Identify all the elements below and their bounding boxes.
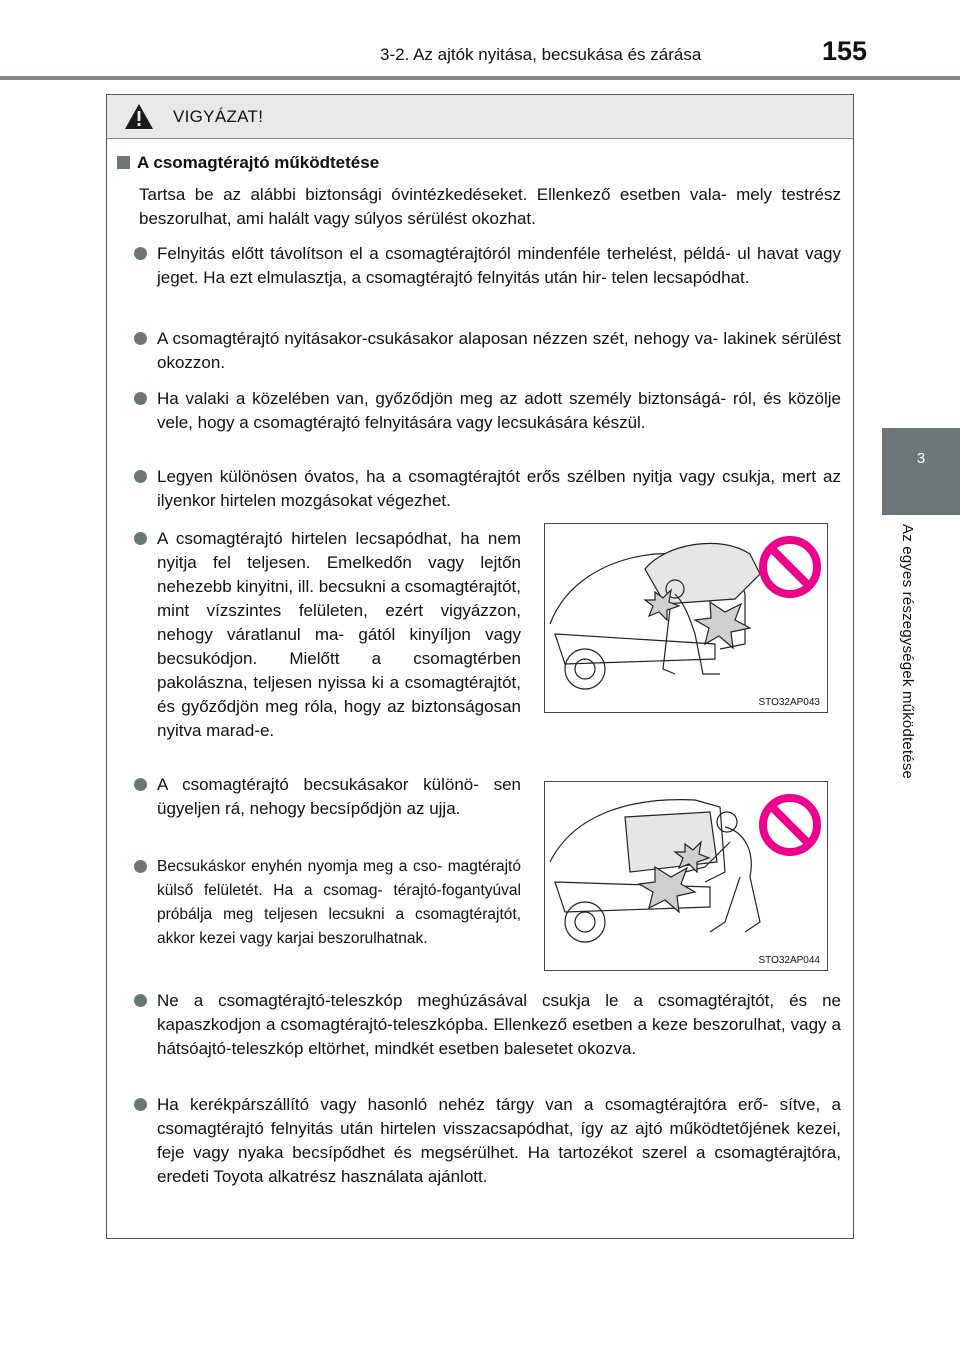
- caution-title: VIGYÁZAT!: [173, 107, 264, 126]
- figure-tailgate-closing: [544, 781, 828, 971]
- prohibited-icon: [757, 534, 823, 600]
- warning-triangle-icon: [124, 103, 154, 130]
- bullet-icon: [134, 778, 147, 791]
- chapter-number: 3: [916, 450, 926, 467]
- chapter-side-label: [899, 524, 939, 864]
- header-rule: [0, 76, 960, 80]
- bullet-text: A csomagtérajtó hirtelen lecsapódhat, ha nem nyitja fel teljesen. Emelkedőn vagy lejtőn nehezebb kinyitni, ill. becsukni a csomagtérajtót, mint vízszintes felületen, ezért vigyázzon, nehogy váratlanul ma- gától kinyíljon vagy becsukódjon. Mielőtt a csomagtérben pakolászna, teljesen nyissa ki a csomagtérajtót, és győződjön meg róla, hogy az biztonságosan nyitva marad-e.: [157, 529, 521, 740]
- intro-paragraph: Tartsa be az alábbi biztonsági óvintézkedéseket. Ellenkező esetben vala- mely testrész beszorulhat, ami halált vagy súlyos sérülést okozhat.: [139, 185, 841, 228]
- list-item: [133, 242, 841, 290]
- list-item: [133, 465, 841, 513]
- bullet-icon: [134, 860, 147, 873]
- list-item: [133, 387, 841, 435]
- chapter-title: Az egyes részegységek működtetése: [899, 524, 916, 780]
- caution-box: [106, 94, 854, 1239]
- bullet-text: Legyen különösen óvatos, ha a csomagtérajtót erős szélben nyitja vagy csukja, mert az ilyenkor hirtelen mozgásokat végezhet.: [157, 467, 841, 510]
- figure-tailgate-slope: [544, 523, 828, 713]
- bullet-icon: [134, 332, 147, 345]
- chapter-tab: [882, 428, 960, 515]
- bullet-icon: [134, 1098, 147, 1111]
- section-title: A csomagtérajtó működtetése: [137, 153, 380, 172]
- list-item: [133, 773, 521, 821]
- bullet-icon: [134, 994, 147, 1007]
- list-item: [133, 327, 841, 375]
- bullet-icon: [134, 247, 147, 260]
- caution-header: [107, 95, 853, 139]
- bullet-text: A csomagtérajtó nyitásakor-csukásakor alaposan nézzen szét, nehogy va- lakinek sérülést okozzon.: [157, 329, 841, 372]
- bullet-text: Felnyitás előtt távolítson el a csomagtérajtóról mindenféle terhelést, példá- ul havat vagy jeget. Ha ezt elmulasztja, a csomagtérajtó felnyitás után hir- telen lecsapódhat.: [157, 244, 841, 287]
- square-bullet-icon: [117, 156, 130, 169]
- list-item: [133, 527, 521, 743]
- header-title: 3-2. Az ajtók nyitása, becsukása és zárása: [380, 45, 702, 64]
- list-item: [133, 1093, 841, 1189]
- list-item: [133, 989, 841, 1061]
- figure-code: STO32AP044: [758, 955, 820, 966]
- page-number: 155: [822, 36, 868, 66]
- bullet-text: Ha valaki a közelében van, győződjön meg az adott személy biztonságá- ról, és közölje vele, hogy a csomagtérajtó felnyitására vagy lecsukására készül.: [157, 389, 841, 432]
- bullet-text: Ha kerékpárszállító vagy hasonló nehéz tárgy van a csomagtérajtóra erő- sítve, a csomagtérajtó felnyitás után hirtelen visszacsapódhat, így az ajtó működtetőjének kezei, feje vagy nyaka becsípődhet és megsérülhet. Ha tartozékot szerel a csomagtérajtóra, eredeti Toyota alkatrész használata ajánlott.: [157, 1095, 841, 1186]
- bullet-text: Becsukáskor enyhén nyomja meg a cso- magtérajtó külső felületét. Ha a csomag- térajtó-fogantyúval próbálja meg teljesen lecsukni a csomagtérajtót, akkor kezei vagy karjai beszorulhatnak.: [157, 858, 521, 947]
- list-item: [133, 855, 521, 951]
- figure-code: STO32AP043: [758, 697, 820, 708]
- bullet-icon: [134, 392, 147, 405]
- bullet-icon: [134, 532, 147, 545]
- bullet-icon: [134, 470, 147, 483]
- bullet-text: A csomagtérajtó becsukásakor különö- sen ügyeljen rá, nehogy becsípődjön az ujja.: [157, 775, 521, 818]
- section-heading: [117, 153, 379, 173]
- bullet-text: Ne a csomagtérajtó-teleszkóp meghúzásával csukja le a csomagtérajtót, és ne kapaszkodjon a csomagtérajtó-teleszkópba. Ellenkező esetben a keze beszorulhat, vagy a hátsóajtó-teleszkóp eltörhet, mindkét esetben balesetet okozva.: [157, 991, 841, 1058]
- prohibited-icon: [757, 792, 823, 858]
